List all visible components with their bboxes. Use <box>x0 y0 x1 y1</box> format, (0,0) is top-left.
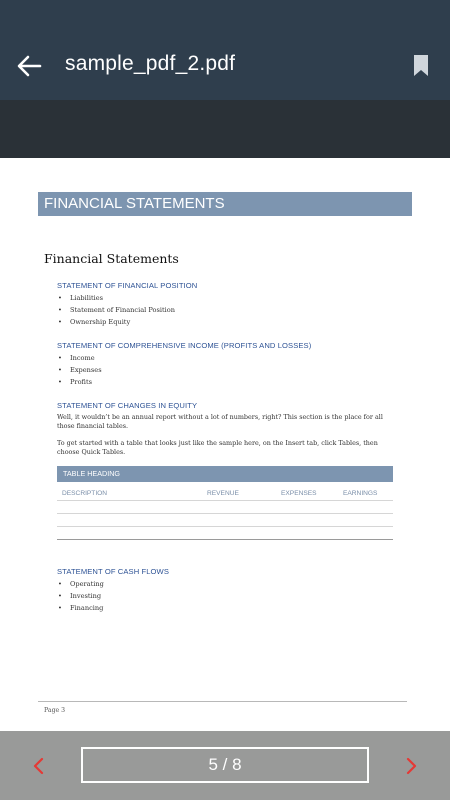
table-column-header: EXPENSES <box>281 490 317 497</box>
next-page-button[interactable] <box>398 752 426 780</box>
table-column-header: REVENUE <box>207 490 239 497</box>
bookmark-icon <box>404 48 438 82</box>
table-row-divider <box>57 513 393 514</box>
list-item: • Liabilities <box>58 292 175 304</box>
chevron-right-icon <box>398 752 426 780</box>
list-item: • Income <box>58 352 102 364</box>
table-row-divider <box>57 500 393 501</box>
chevron-left-icon <box>24 752 52 780</box>
list-item: • Operating <box>58 578 104 590</box>
page-banner: FINANCIAL STATEMENTS <box>38 192 412 216</box>
list-item: • Expenses <box>58 364 102 376</box>
page-number-label: Page 3 <box>44 707 66 714</box>
table-heading: TABLE HEADING <box>57 466 393 482</box>
list-item: • Investing <box>58 590 104 602</box>
arrow-back-icon <box>10 46 50 86</box>
section-heading: STATEMENT OF CASH FLOWS <box>57 567 169 576</box>
list-item: • Ownership Equity <box>58 316 175 328</box>
toolbar-shadow-band <box>0 100 450 158</box>
page-heading: Financial Statements <box>44 251 179 266</box>
table-column-header: DESCRIPTION <box>62 490 108 497</box>
page-indicator[interactable]: 5 / 8 <box>81 747 369 783</box>
back-button[interactable] <box>10 46 50 86</box>
list-item: • Financing <box>58 602 104 614</box>
pdf-page-viewer[interactable] <box>0 158 450 731</box>
list-item: • Statement of Financial Position <box>58 304 175 316</box>
bullet-list <box>58 292 175 328</box>
footer-divider <box>38 701 407 702</box>
table-bottom-border <box>57 539 393 540</box>
app-bar <box>0 0 450 100</box>
section-heading: STATEMENT OF CHANGES IN EQUITY <box>57 401 198 410</box>
paragraph: To get started with a table that looks just like the sample here, on the Insert tab, click Tables, then choose Quick Tables. <box>57 439 378 456</box>
document-title: sample_pdf_2.pdf <box>65 52 236 75</box>
bullet-list <box>58 352 102 388</box>
section-heading: STATEMENT OF COMPREHENSIVE INCOME (PROFITS AND LOSSES) <box>57 341 312 350</box>
previous-page-button[interactable] <box>24 752 52 780</box>
pdf-page <box>0 158 450 731</box>
bookmark-button[interactable] <box>404 48 438 82</box>
bullet-list <box>58 578 104 614</box>
paragraph: Well, it wouldn’t be an annual report without a lot of numbers, right? This section is the place for all those financial tables. <box>57 413 383 430</box>
table-row-divider <box>57 526 393 527</box>
table-column-header: EARNINGS <box>343 490 378 497</box>
list-item: • Profits <box>58 376 102 388</box>
section-heading: STATEMENT OF FINANCIAL POSITION <box>57 281 198 290</box>
